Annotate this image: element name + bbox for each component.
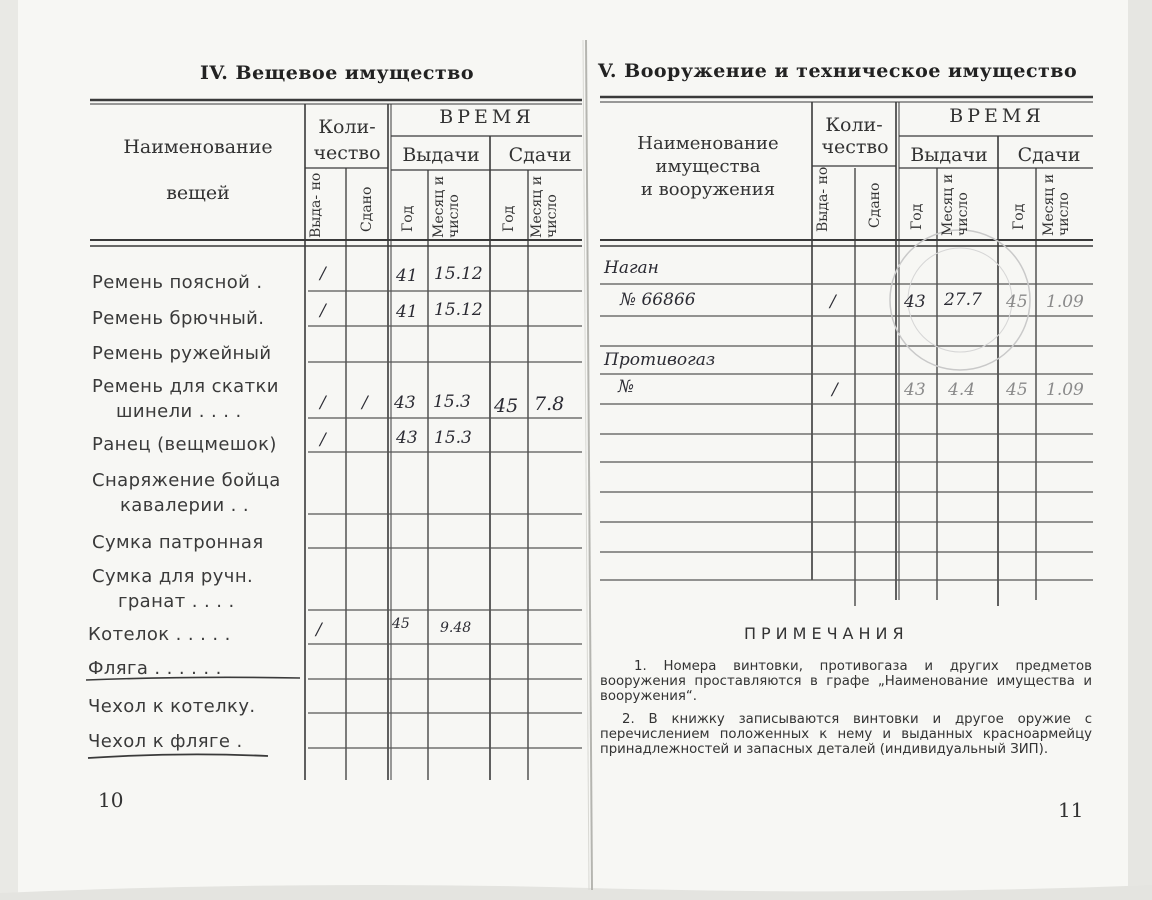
left-header-return-month: Месяц и число (529, 175, 560, 238)
hw-entry1-name: Противогаз (604, 350, 716, 370)
right-header-qty-2: чество (821, 136, 889, 158)
left-header-time: ВРЕМЯ (439, 106, 535, 128)
hw-entry0-date: 27.7 (944, 290, 982, 310)
left-header-issued: Выда- но (308, 172, 324, 238)
right-header-issue: Выдачи (910, 144, 988, 166)
row-label-ammo-pouch: Сумка патронная (92, 532, 264, 553)
hw-entry0-year: 43 (904, 292, 926, 312)
right-header-name-2: имущества (655, 156, 761, 177)
right-header-qty-1: Коли- (825, 114, 883, 136)
hw-entry1-year: 43 (904, 380, 926, 400)
right-header-return-month: Месяц и число (1041, 173, 1072, 236)
right-page-title: V. Вооружение и техническое имущество (598, 60, 1078, 82)
left-header-issue-month: Месяц и число (431, 175, 462, 238)
hw-row0-issued: / (320, 264, 326, 284)
hw-entry0-return-year: 45 (1006, 292, 1028, 312)
right-header-return: Сдачи (1017, 144, 1081, 166)
left-header-return: Сдачи (508, 144, 572, 166)
right-page-number: 11 (1058, 798, 1084, 822)
hw-entry1-return-date: 1.09 (1046, 380, 1084, 400)
hw-row3-date: 15.3 (433, 392, 471, 412)
hw-row3-return-date: 7.8 (534, 393, 565, 415)
hw-row3-year: 43 (394, 393, 416, 413)
left-header-name-1: Наименование (123, 136, 273, 158)
notes-title: ПРИМЕЧАНИЯ (744, 624, 909, 643)
hw-entry1-date: 4.4 (948, 380, 976, 400)
row-label-grenade-pouch: Сумка для ручн. (92, 566, 254, 587)
row-label-belt-roll: Ремень для скатки (92, 376, 279, 397)
hw-row4-date: 15.3 (434, 428, 472, 448)
right-header-time: ВРЕМЯ (949, 105, 1045, 127)
row-label-flask-cover: Чехол к фляге . (88, 731, 243, 752)
hw-row8-year: 45 (392, 616, 410, 632)
right-header-issue-month: Месяц и число (940, 173, 971, 236)
hw-entry1-return-year: 45 (1006, 380, 1028, 400)
left-page-number: 10 (98, 788, 124, 812)
right-header-returned: Сдано (867, 182, 883, 228)
hw-row0-year: 41 (396, 266, 418, 286)
hw-row3-issued: / (320, 393, 326, 413)
hw-entry0-return-date: 1.09 (1046, 292, 1084, 312)
hw-row1-date: 15.12 (434, 300, 483, 320)
hw-row8-issued: / (316, 620, 322, 640)
left-header-qty-1: Коли- (318, 116, 376, 138)
right-header-name-1: Наименование (637, 133, 779, 154)
row-label-grenade-pouch-cont: гранат . . . . (118, 591, 235, 612)
left-header-issue: Выдачи (402, 144, 480, 166)
left-page-title: IV. Вещевое имущество (200, 62, 475, 84)
left-header-return-year: Год (501, 205, 517, 232)
hw-entry0-number: № 66866 (620, 290, 696, 310)
right-header-name-3: и вооружения (640, 179, 776, 200)
row-label-mess-tin-cover: Чехол к котелку. (88, 696, 256, 717)
left-header-returned: Сдано (359, 186, 375, 232)
row-label-belt-rifle: Ремень ружейный (92, 343, 272, 364)
row-label-flask: Фляга . . . . . . (88, 658, 222, 679)
hw-row1-year: 41 (396, 302, 418, 322)
right-header-issued: Выда- но (815, 166, 831, 232)
row-label-cavalry-gear-cont: кавалерии . . (120, 495, 250, 516)
row-label-mess-tin: Котелок . . . . . (88, 624, 231, 645)
hw-row8-date: 9.48 (440, 620, 472, 636)
row-label-backpack: Ранец (вещмешок) (92, 434, 277, 455)
row-label-belt-trousers: Ремень брючный. (92, 308, 265, 329)
hw-row3-return-year: 45 (494, 395, 519, 417)
hw-entry1-number: № (618, 377, 635, 397)
hw-entry0-name: Наган (604, 258, 659, 278)
left-header-qty-2: чество (313, 142, 381, 164)
hw-row4-issued: / (320, 430, 326, 450)
hw-row4-year: 43 (396, 428, 418, 448)
left-header-issue-year: Год (400, 205, 416, 232)
right-header-issue-year: Год (909, 203, 925, 230)
left-header-name-2: вещей (166, 182, 230, 204)
right-header-return-year: Год (1011, 203, 1027, 230)
row-label-belt-roll-cont: шинели . . . . (116, 401, 242, 422)
hw-row1-issued: / (320, 301, 326, 321)
hw-entry1-issued: / (832, 380, 838, 400)
hw-row0-date: 15.12 (434, 264, 483, 284)
row-label-cavalry-gear: Снаряжение бойца (92, 470, 281, 491)
row-label-belt-waist: Ремень поясной . (92, 272, 263, 293)
note-2: 2. В книжку записываются винтовки и другое оружие с перечислением положенных к нему и выданных красноармейцу принадлежностей и запасных деталей (индивидуальный ЗИП). (600, 712, 1092, 757)
hw-entry0-issued: / (830, 292, 836, 312)
hw-row3-returned: / (362, 393, 368, 413)
note-1: 1. Номера винтовки, противогаза и других предметов вооружения проставляются в графе „Наименование имущества и вооружения“. (600, 659, 1092, 704)
